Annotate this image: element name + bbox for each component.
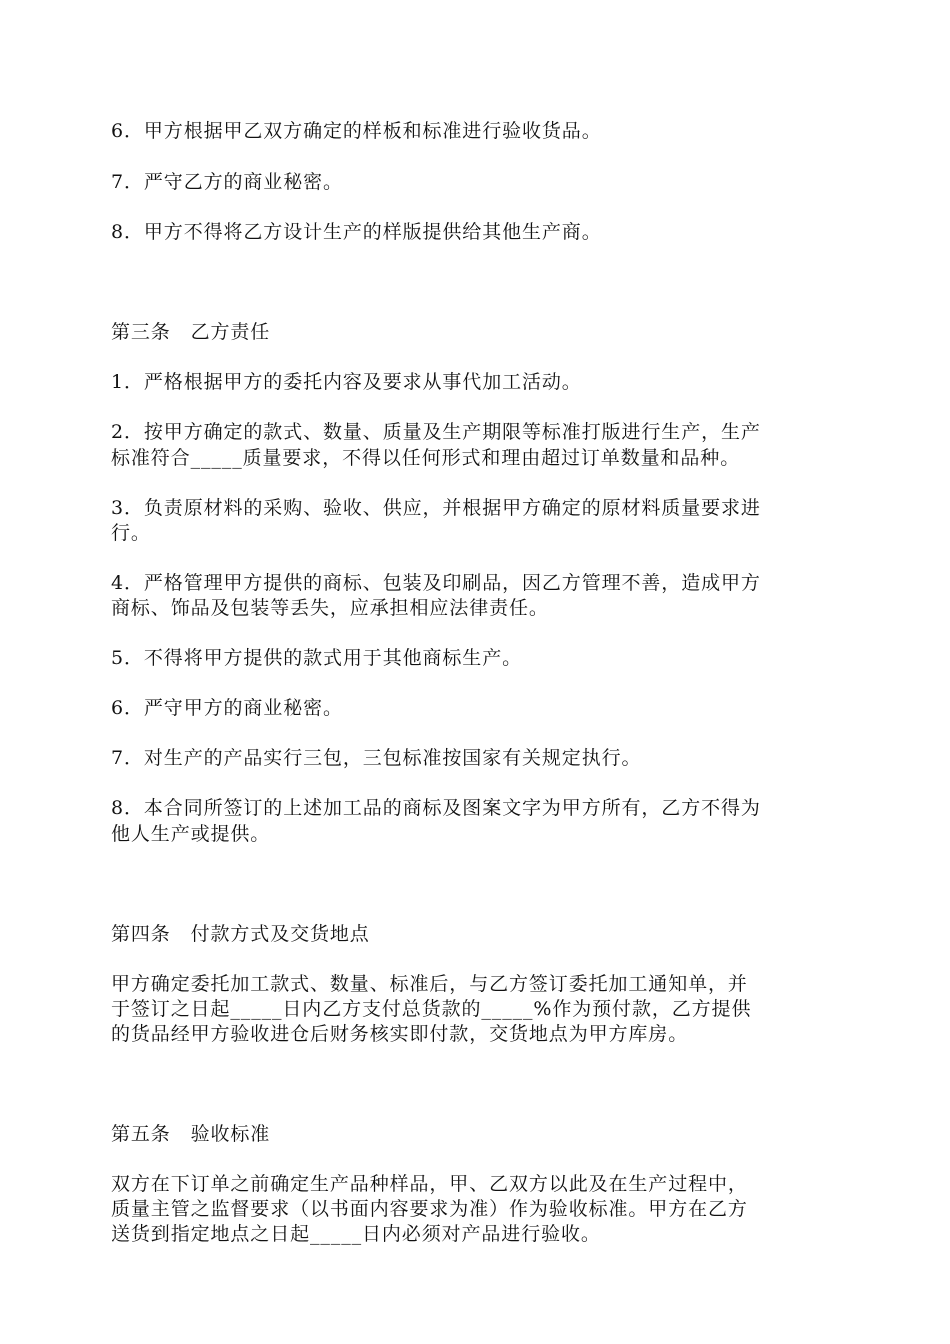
party-b-item-3-line-1: 3．负责原材料的采购、验收、供应，并根据甲方确定的原材料质量要求进 [111, 497, 761, 519]
party-b-item-7: 7．对生产的产品实行三包，三包标准按国家有关规定执行。 [111, 747, 642, 769]
payment-paragraph-line-3: 的货品经甲方验收进仓后财务核实即付款，交货地点为甲方库房。 [111, 1023, 689, 1045]
party-b-item-5: 5．不得将甲方提供的款式用于其他商标生产。 [111, 647, 522, 669]
acceptance-paragraph-line-1: 双方在下订单之前确定生产品种样品，甲、乙双方以此及在生产过程中， [111, 1173, 748, 1195]
payment-paragraph-line-1: 甲方确定委托加工款式、数量、标准后，与乙方签订委托加工通知单，并 [111, 973, 748, 995]
party-a-item-6: 6．甲方根据甲乙双方确定的样板和标准进行验收货品。 [111, 120, 602, 142]
party-b-item-1: 1．严格根据甲方的委托内容及要求从事代加工活动。 [111, 371, 582, 393]
acceptance-paragraph-line-2: 质量主管之监督要求（以书面内容要求为准）作为验收标准。甲方在乙方 [111, 1198, 748, 1220]
section-4-heading: 第四条 付款方式及交货地点 [111, 923, 370, 945]
payment-paragraph-line-2: 于签订之日起_____日内乙方支付总货款的_____%作为预付款，乙方提供 [111, 998, 752, 1020]
party-b-item-8-line-1: 8．本合同所签订的上述加工品的商标及图案文字为甲方所有，乙方不得为 [111, 797, 761, 819]
party-b-item-6: 6．严守甲方的商业秘密。 [111, 697, 343, 719]
section-5-heading: 第五条 验收标准 [111, 1123, 271, 1145]
party-b-item-2-line-2: 标准符合_____质量要求，不得以任何形式和理由超过订单数量和品种。 [111, 447, 741, 469]
party-a-item-7: 7．严守乙方的商业秘密。 [111, 171, 343, 193]
party-a-item-8: 8．甲方不得将乙方设计生产的样版提供给其他生产商。 [111, 221, 602, 243]
party-b-item-8-line-2: 他人生产或提供。 [111, 823, 271, 845]
party-b-item-4-line-2: 商标、饰品及包装等丢失，应承担相应法律责任。 [111, 597, 549, 619]
party-b-item-2-line-1: 2．按甲方确定的款式、数量、质量及生产期限等标准打版进行生产，生产 [111, 421, 761, 443]
section-3-heading: 第三条 乙方责任 [111, 321, 271, 343]
party-b-item-4-line-1: 4．严格管理甲方提供的商标、包装及印刷品，因乙方管理不善，造成甲方 [111, 572, 761, 594]
party-b-item-3-line-2: 行。 [111, 522, 151, 544]
acceptance-paragraph-line-3: 送货到指定地点之日起_____日内必须对产品进行验收。 [111, 1223, 601, 1245]
